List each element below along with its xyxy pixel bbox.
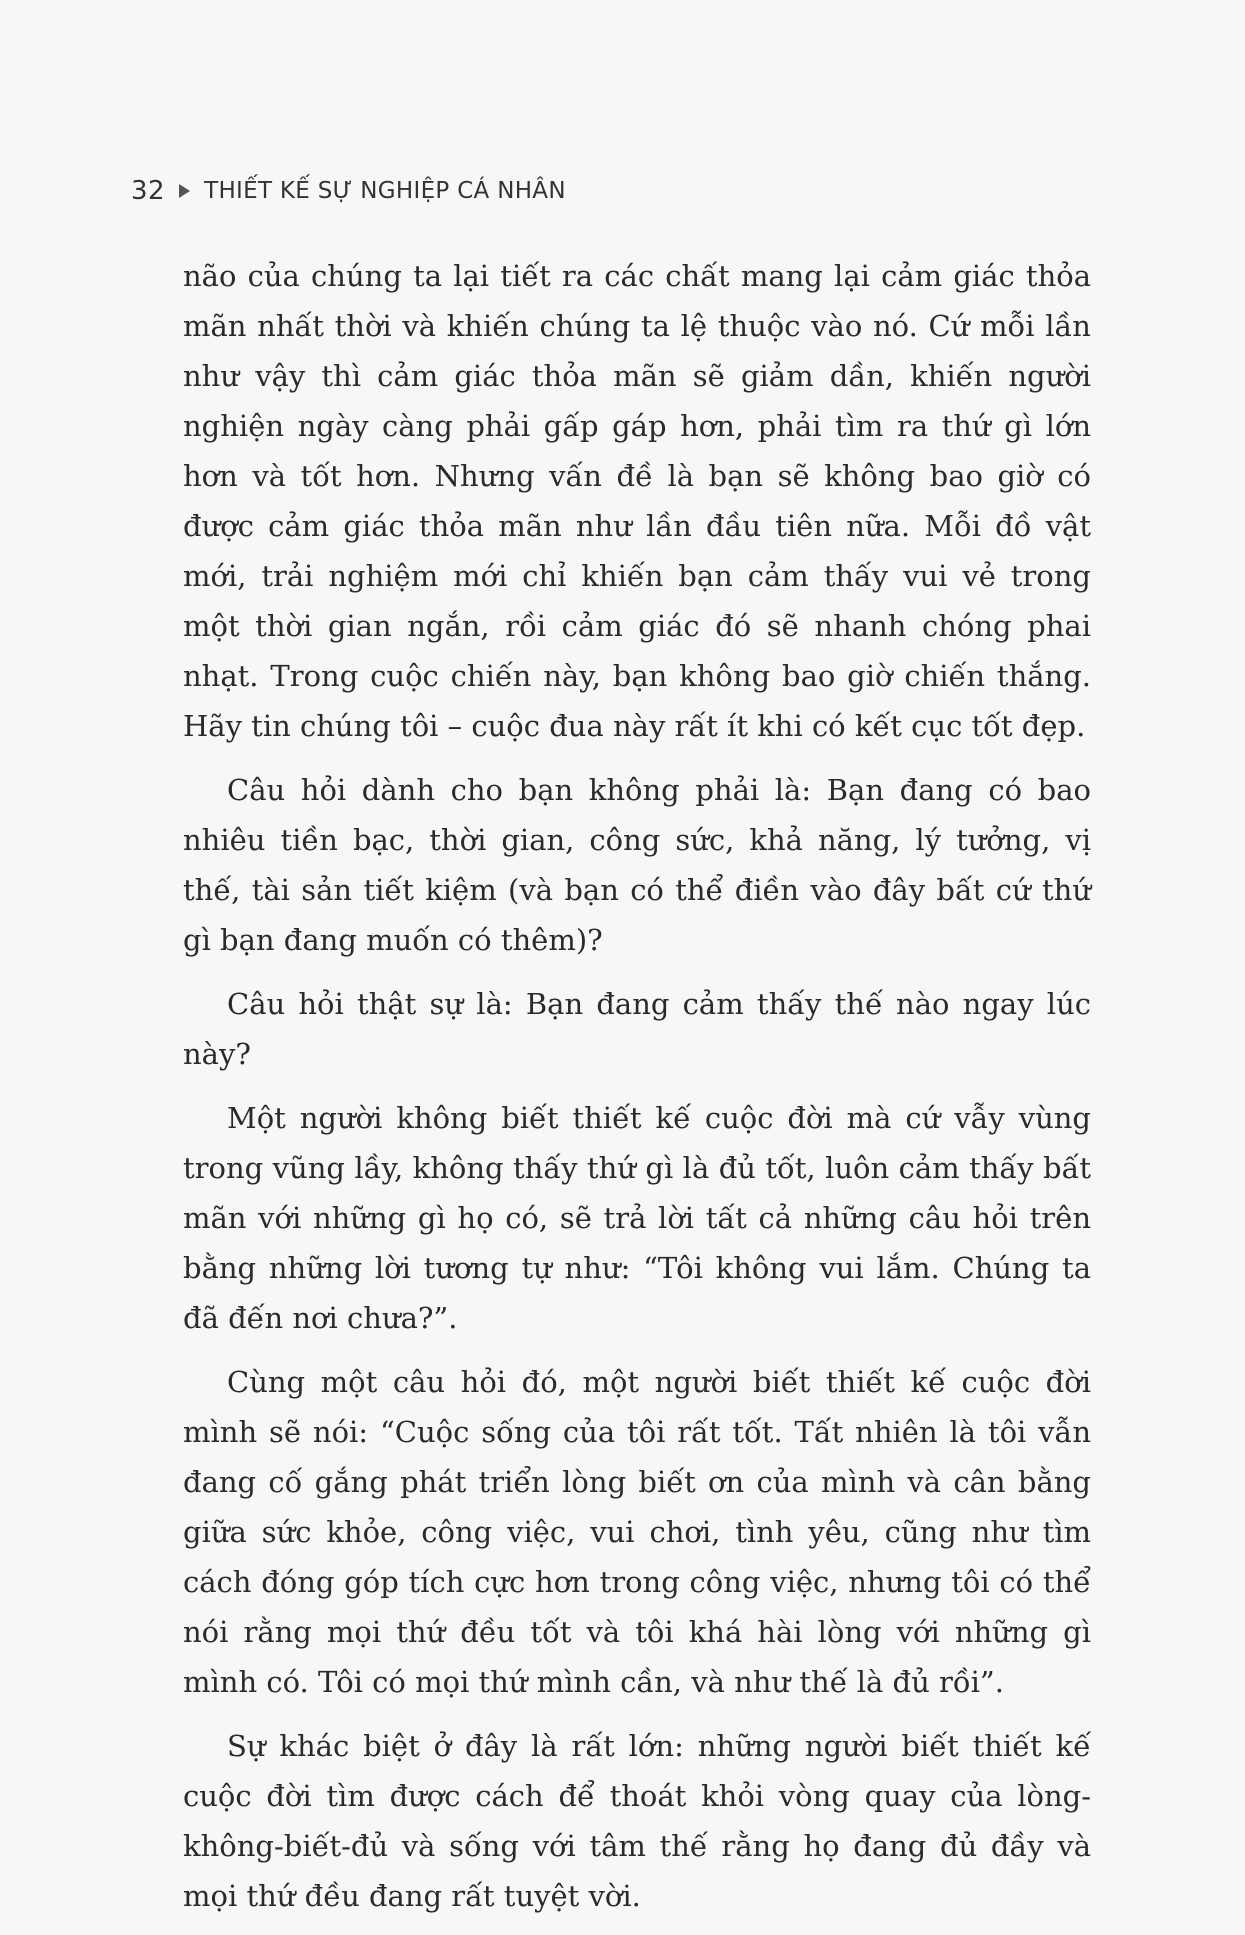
chapter-title: THIẾT KẾ SỰ NGHIỆP CÁ NHÂN	[204, 178, 566, 204]
running-head	[131, 176, 566, 206]
paragraph: não của chúng ta lại tiết ra các chất mang lại cảm giác thỏa mãn nhất thời và khiến chúng ta lệ thuộc vào nó. Cứ mỗi lần như vậy thì cảm giác thỏa mãn sẽ giảm dần, khiến người nghiện ngày càng phải gấp gáp hơn, phải tìm ra thứ gì lớn hơn và tốt hơn. Nhưng vấn đề là bạn sẽ không bao giờ có được cảm giác thỏa mãn như lần đầu tiên nữa. Mỗi đồ vật mới, trải nghiệm mới chỉ khiến bạn cảm thấy vui vẻ trong một thời gian ngắn, rồi cảm giác đó sẽ nhanh chóng phai nhạt. Trong cuộc chiến này, bạn không bao giờ chiến thắng. Hãy tin chúng tôi – cuộc đua này rất ít khi có kết cục tốt đẹp.	[183, 259, 1091, 743]
paragraph: Cùng một câu hỏi đó, một người biết thiết kế cuộc đời mình sẽ nói: “Cuộc sống của tôi rất tốt. Tất nhiên là tôi vẫn đang cố gắng phát triển lòng biết ơn của mình và cân bằng giữa sức khỏe, công việc, vui chơi, tình yêu, cũng như tìm cách đóng góp tích cực hơn trong công việc, nhưng tôi có thể nói rằng mọi thứ đều tốt và tôi khá hài lòng với những gì mình có. Tôi có mọi thứ mình cần, và như thế là đủ rồi”.	[183, 1365, 1091, 1699]
paragraph: Câu hỏi dành cho bạn không phải là: Bạn đang có bao nhiêu tiền bạc, thời gian, công sức, khả năng, lý tưởng, vị thế, tài sản tiết kiệm (và bạn có thể điền vào đây bất cứ thứ gì bạn đang muốn có thêm)?	[183, 773, 1091, 957]
body-text	[183, 251, 1091, 1935]
page-number: 32	[131, 176, 166, 206]
paragraph: Một người không biết thiết kế cuộc đời mà cứ vẫy vùng trong vũng lầy, không thấy thứ gì là đủ tốt, luôn cảm thấy bất mãn với những gì họ có, sẽ trả lời tất cả những câu hỏi trên bằng những lời tương tự như: “Tôi không vui lắm. Chúng ta đã đến nơi chưa?”.	[183, 1101, 1091, 1335]
paragraph: Câu hỏi thật sự là: Bạn đang cảm thấy thế nào ngay lúc này?	[183, 987, 1091, 1071]
paragraph: Sự khác biệt ở đây là rất lớn: những người biết thiết kế cuộc đời tìm được cách để thoát khỏi vòng quay của lòng-không-biết-đủ và sống với tâm thế rằng họ đang đủ đầy và mọi thứ đều đang rất tuyệt vời.	[183, 1729, 1091, 1913]
triangle-right-icon	[179, 184, 190, 198]
